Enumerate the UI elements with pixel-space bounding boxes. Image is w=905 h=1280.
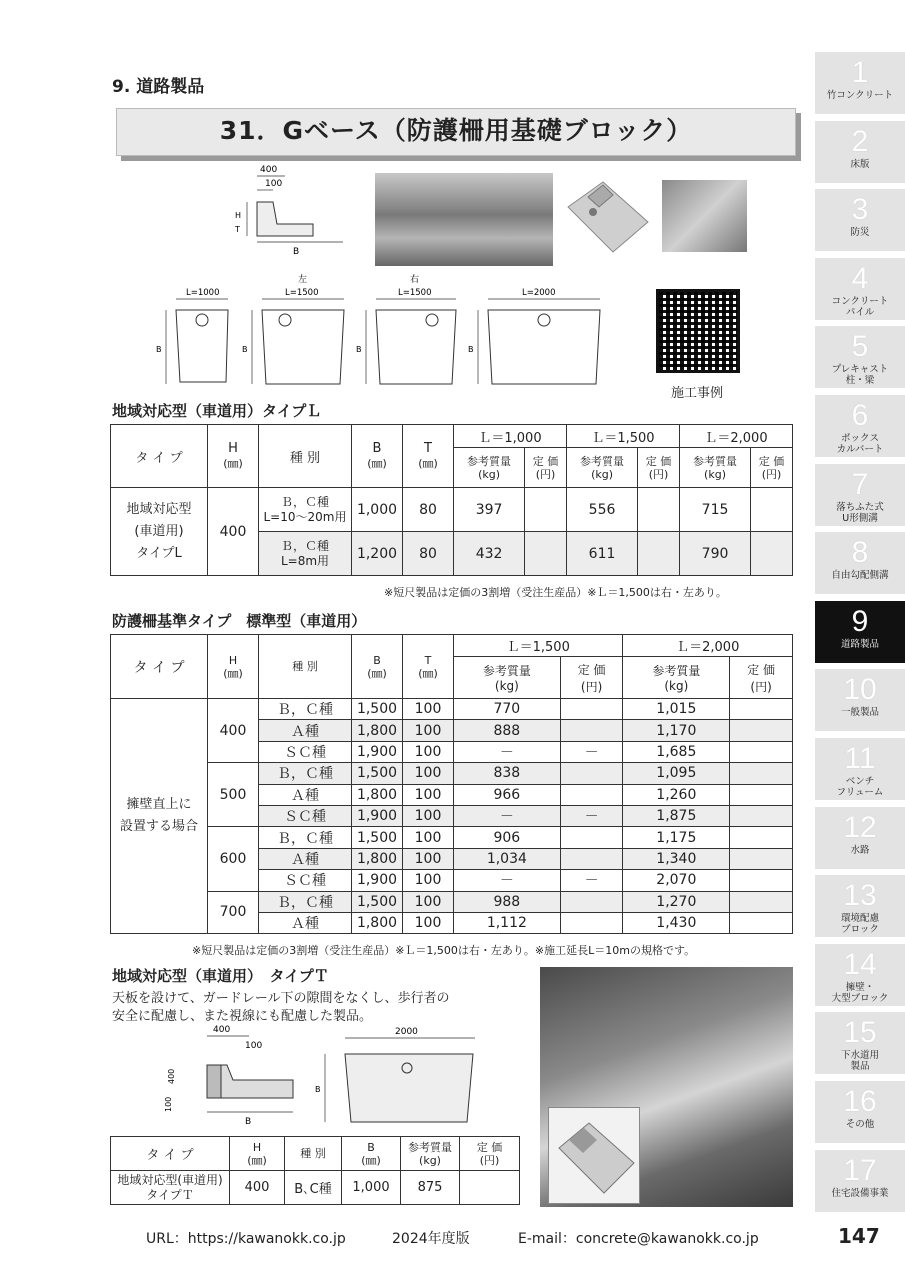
t2-price1 [560, 720, 623, 741]
t2-price2 [730, 720, 793, 741]
t1-h-l2: Ｌ＝1,500 [566, 425, 679, 448]
tab-label: 道路製品 [840, 638, 879, 650]
t2-b: 1,500 [352, 891, 403, 912]
table2-heading: 防護柵基準タイプ 標準型（車道用） [112, 612, 367, 630]
t2-t: 100 [403, 763, 454, 784]
t2-t: 100 [403, 805, 454, 826]
t2-t: 100 [403, 741, 454, 762]
dim-100: 100 [265, 179, 283, 189]
t3-h-kind: 種 別 [285, 1137, 342, 1171]
t2-b: 1,900 [352, 870, 403, 891]
svg-text:B: B [242, 345, 248, 354]
t1-h-mass1: 参考質量 (kg) [454, 448, 525, 488]
chapter-tab-9[interactable] [815, 601, 905, 663]
block-label-3: L=1500 [398, 288, 432, 298]
block-3d-image [563, 177, 651, 257]
construction-photo-2 [662, 180, 747, 252]
t2-mass1: 1,112 [454, 912, 561, 933]
t2-h-price1: 定 価 (円) [560, 657, 623, 699]
t2-price2 [730, 699, 793, 720]
t1-r2-m2: 611 [566, 532, 637, 576]
chapter-tab-12[interactable] [815, 807, 905, 869]
t2-mass1: － [454, 805, 561, 826]
type-t-block-image [548, 1107, 640, 1204]
chapter-tab-14[interactable] [815, 944, 905, 1006]
dim-b: B [293, 247, 300, 257]
table1 [110, 424, 793, 576]
site-photo [540, 967, 793, 1207]
t1-r1-b: 1,000 [352, 488, 403, 532]
t2-mass2: 1,175 [623, 827, 730, 848]
t2-t: 100 [403, 784, 454, 805]
t2-b: 1,500 [352, 827, 403, 848]
page-title: 31．Gベース（防護柵用基礎ブロック） [219, 116, 693, 145]
t2-h-l2: Ｌ＝2,000 [623, 635, 793, 657]
t2-kind: Ｂ，Ｃ種 [259, 763, 352, 784]
t2-price2 [730, 912, 793, 933]
chapter-tab-11[interactable] [815, 738, 905, 800]
t3-m-val: 875 [401, 1171, 460, 1205]
tab-label: 下水道用 製品 [840, 1050, 879, 1073]
t3-h-val: 400 [230, 1171, 285, 1205]
tab-number: 13 [843, 879, 877, 913]
footer-year: 2024年度版 [392, 1231, 470, 1247]
cross-section-diagram [225, 160, 355, 260]
svg-text:B: B [468, 345, 474, 354]
tab-number: 8 [851, 536, 869, 570]
table3 [110, 1136, 520, 1205]
chapter-tab-5[interactable] [815, 326, 905, 388]
t2-h-l1: Ｌ＝1,500 [454, 635, 623, 657]
tab-number: 2 [851, 124, 869, 158]
page-number: 147 [838, 1224, 880, 1248]
t2-mass2: 1,430 [623, 912, 730, 933]
table2-note: ※短尺製品は定価の3割増（受注生産品）※Ｌ＝1,500は右・左あり。※施工延長L＝10mの規格です。 [192, 944, 696, 957]
t2-price1 [560, 763, 623, 784]
t1-h-b: B (㎜) [352, 425, 403, 488]
t1-h-price3: 定 価 (円) [751, 448, 793, 488]
t2-mass1: 838 [454, 763, 561, 784]
t2-kind: Ａ種 [259, 784, 352, 805]
tab-number: 14 [843, 947, 877, 981]
t3-p-val [460, 1171, 520, 1205]
tab-label: ベンチ フリューム [836, 776, 884, 798]
qr-caption: 施工事例 [671, 386, 724, 401]
t2-price1 [560, 891, 623, 912]
t3-dim-h100: 100 [164, 1096, 173, 1112]
t2-kind: ＳＣ種 [259, 805, 352, 826]
t3-dim-h400: 400 [167, 1068, 176, 1084]
t2-mass1: 966 [454, 784, 561, 805]
tab-label: ボックス カルバート [836, 433, 884, 455]
chapter-tab-16[interactable] [815, 1081, 905, 1143]
t2-price2 [730, 870, 793, 891]
tab-label: プレキャスト 柱・梁 [831, 364, 889, 387]
t3-dim-400: 400 [213, 1025, 231, 1035]
left-label: 左 [298, 275, 308, 285]
section-label: 9. 道路製品 [112, 77, 205, 97]
tab-number: 5 [851, 330, 869, 364]
t1-h-kind: 種 別 [259, 425, 352, 488]
t2-price2 [730, 891, 793, 912]
table3-desc2: 安全に配慮し、また視線にも配慮した製品。 [112, 1009, 373, 1024]
t1-r2-kind: Ｂ，Ｃ種 L=8m用 [259, 532, 352, 576]
tab-label: 擁壁・ 大型ブロック [831, 981, 889, 1004]
chapter-tab-15[interactable] [815, 1012, 905, 1074]
t2-price2 [730, 848, 793, 869]
svg-text:B: B [156, 345, 162, 354]
t3-h-b: B (㎜) [342, 1137, 401, 1171]
right-label: 右 [410, 275, 420, 285]
t2-kind: Ａ種 [259, 912, 352, 933]
t2-kind: Ｂ，Ｃ種 [259, 699, 352, 720]
t2-b: 1,800 [352, 720, 403, 741]
t2-b: 1,800 [352, 848, 403, 869]
tab-number: 4 [851, 261, 869, 295]
t2-kind: ＳＣ種 [259, 870, 352, 891]
t2-mass2: 1,015 [623, 699, 730, 720]
t2-price1 [560, 827, 623, 848]
t3-dim-b: B [245, 1117, 252, 1127]
dim-t: T [235, 225, 240, 234]
t2-kind: Ａ種 [259, 720, 352, 741]
block-label-4: L=2000 [522, 288, 556, 298]
footer-url[interactable]: URL：https://kawanokk.co.jp [146, 1231, 346, 1247]
t1-h-mass2: 参考質量 (kg) [566, 448, 637, 488]
t1-type-name: 地域対応型 (車道用) タイプL [111, 488, 208, 576]
t3-dim-2000: 2000 [395, 1027, 418, 1037]
t1-r1-m2: 556 [566, 488, 637, 532]
t2-price2 [730, 805, 793, 826]
t1-r1-t: 80 [403, 488, 454, 532]
t2-t: 100 [403, 699, 454, 720]
t2-mass1: 906 [454, 827, 561, 848]
t2-h-value: 500 [208, 763, 259, 827]
tab-number: 11 [844, 742, 876, 775]
t2-b: 1,500 [352, 699, 403, 720]
tab-number: 3 [851, 193, 869, 227]
table3-desc1: 天板を設けて、ガードレール下の隙間をなくし、歩行者の [112, 991, 450, 1006]
t3-dim-bb: B [315, 1085, 321, 1094]
footer-email[interactable]: E-mail：concrete@kawanokk.co.jp [518, 1231, 759, 1247]
t2-h-kind: 種 別 [259, 635, 352, 699]
t2-h-value: 600 [208, 827, 259, 891]
t2-type-name: 擁壁直上に 設置する場合 [111, 699, 208, 934]
t2-h-type: タ イ プ [111, 635, 208, 699]
t2-kind: ＳＣ種 [259, 741, 352, 762]
tab-label: 一般製品 [840, 707, 879, 719]
block-elevations [150, 272, 630, 392]
table1-note: ※短尺製品は定価の3割増（受注生産品）※Ｌ＝1,500は右・左あり。 [384, 586, 727, 599]
t2-price1: － [560, 741, 623, 762]
t1-r2-m3: 790 [679, 532, 750, 576]
t3-type: 地域対応型(車道用) タイプＴ [111, 1171, 230, 1205]
t1-r2-b: 1,200 [352, 532, 403, 576]
table3-heading: 地域対応型（車道用） タイプＴ [112, 967, 329, 985]
t2-h-value: 700 [208, 891, 259, 934]
t2-h-mass1: 参考質量 (kg) [454, 657, 561, 699]
table1-heading: 地域対応型（車道用）タイプＬ [112, 402, 322, 420]
chapter-tab-4[interactable] [815, 258, 905, 320]
t2-mass2: 2,070 [623, 870, 730, 891]
t2-h-t: T (㎜) [403, 635, 454, 699]
t2-mass1: 770 [454, 699, 561, 720]
t1-r2-m1: 432 [454, 532, 525, 576]
t1-h-l3: Ｌ＝2,000 [679, 425, 792, 448]
t2-b: 1,900 [352, 805, 403, 826]
t2-h-b: B (㎜) [352, 635, 403, 699]
t2-h-h: H (㎜) [208, 635, 259, 699]
t2-price1 [560, 699, 623, 720]
t2-mass2: 1,170 [623, 720, 730, 741]
t2-mass2: 1,260 [623, 784, 730, 805]
tab-label: 防災 [850, 227, 870, 239]
tab-label: 住宅設備事業 [831, 1187, 889, 1199]
t2-t: 100 [403, 870, 454, 891]
chapter-tab-6[interactable] [815, 395, 905, 457]
tab-label: 落ちふた式 U形側溝 [836, 501, 884, 524]
t2-price2 [730, 763, 793, 784]
qr-code[interactable] [656, 289, 740, 373]
t2-kind: Ｂ，Ｃ種 [259, 891, 352, 912]
t2-price1 [560, 784, 623, 805]
t3-dim-100: 100 [245, 1041, 263, 1051]
t3-kind-val: B､C種 [285, 1171, 342, 1205]
t2-price2 [730, 827, 793, 848]
chapter-tab-17[interactable] [815, 1150, 905, 1212]
t3-h-type: タ イ プ [111, 1137, 230, 1171]
t2-h-mass2: 参考質量 (kg) [623, 657, 730, 699]
t1-h-price2: 定 価 (円) [638, 448, 680, 488]
chapter-tab-1[interactable] [815, 52, 905, 114]
t2-t: 100 [403, 848, 454, 869]
t2-t: 100 [403, 912, 454, 933]
t1-r1-m3: 715 [679, 488, 750, 532]
t2-h-value: 400 [208, 699, 259, 763]
tab-number: 9 [851, 604, 869, 638]
tab-number: 1 [851, 56, 869, 89]
t2-mass1: 988 [454, 891, 561, 912]
construction-photo-1 [375, 173, 553, 266]
t2-mass1: － [454, 870, 561, 891]
title-box [116, 108, 796, 156]
tab-number: 17 [843, 1153, 877, 1187]
tab-label: 竹コンクリート [826, 90, 894, 101]
block-label-1: L=1000 [186, 288, 220, 298]
t2-mass2: 1,340 [623, 848, 730, 869]
tab-label: 床版 [850, 158, 870, 170]
t3-b-val: 1,000 [342, 1171, 401, 1205]
t1-h-mass3: 参考質量 (kg) [679, 448, 750, 488]
t3-h-h: H (㎜) [230, 1137, 285, 1171]
chapter-tab-2[interactable] [815, 121, 905, 183]
tab-number: 7 [851, 467, 869, 501]
chapter-tab-8[interactable] [815, 532, 905, 594]
t3-h-mass: 参考質量 (kg) [401, 1137, 460, 1171]
t2-price1 [560, 848, 623, 869]
chapter-tab-3[interactable] [815, 189, 905, 251]
t2-price2 [730, 741, 793, 762]
t1-r1-kind: Ｂ，Ｃ種 L=10～20m用 [259, 488, 352, 532]
chapter-tab-10[interactable] [815, 669, 905, 731]
t1-h-h: H (㎜) [208, 425, 259, 488]
tab-label: 環境配慮 ブロック [840, 913, 879, 936]
tab-label: その他 [845, 1119, 875, 1130]
t2-b: 1,500 [352, 763, 403, 784]
tab-number: 16 [843, 1085, 877, 1118]
t1-h-price1: 定 価 (円) [525, 448, 567, 488]
t1-h-value: 400 [208, 488, 259, 576]
t2-mass1: 1,034 [454, 848, 561, 869]
tab-label: 水路 [850, 844, 870, 856]
tab-number: 15 [843, 1016, 877, 1050]
table2 [110, 634, 793, 934]
t2-mass1: － [454, 741, 561, 762]
chapter-tab-13[interactable] [815, 875, 905, 937]
t2-b: 1,800 [352, 784, 403, 805]
t2-price2 [730, 784, 793, 805]
tab-label: 自由勾配側溝 [831, 570, 889, 582]
t2-mass1: 888 [454, 720, 561, 741]
tab-label: コンクリート パイル [831, 295, 889, 318]
t2-t: 100 [403, 827, 454, 848]
t2-h-price2: 定 価 (円) [730, 657, 793, 699]
t1-r1-m1: 397 [454, 488, 525, 532]
tab-number: 12 [843, 810, 877, 844]
t1-h-t: T (㎜) [403, 425, 454, 488]
t2-kind: Ａ種 [259, 848, 352, 869]
type-t-diagrams [155, 1020, 525, 1130]
t1-h-type: タ イ プ [111, 425, 208, 488]
tab-number: 6 [851, 399, 869, 432]
block-label-2: L=1500 [285, 288, 319, 298]
chapter-tab-7[interactable] [815, 464, 905, 526]
t2-mass2: 1,685 [623, 741, 730, 762]
dim-400: 400 [260, 165, 278, 175]
t2-b: 1,800 [352, 912, 403, 933]
t1-h-l1: Ｌ＝1,000 [454, 425, 567, 448]
t2-t: 100 [403, 891, 454, 912]
t2-mass2: 1,095 [623, 763, 730, 784]
t2-price1: － [560, 870, 623, 891]
t2-kind: Ｂ，Ｃ種 [259, 827, 352, 848]
t2-price1 [560, 912, 623, 933]
t1-r2-t: 80 [403, 532, 454, 576]
dim-h: H [235, 211, 242, 220]
t2-price1: － [560, 805, 623, 826]
t2-t: 100 [403, 720, 454, 741]
t3-h-price: 定 価 (円) [460, 1137, 520, 1171]
svg-text:B: B [356, 345, 362, 354]
t2-b: 1,900 [352, 741, 403, 762]
tab-number: 10 [843, 673, 877, 707]
t2-mass2: 1,270 [623, 891, 730, 912]
t2-mass2: 1,875 [623, 805, 730, 826]
